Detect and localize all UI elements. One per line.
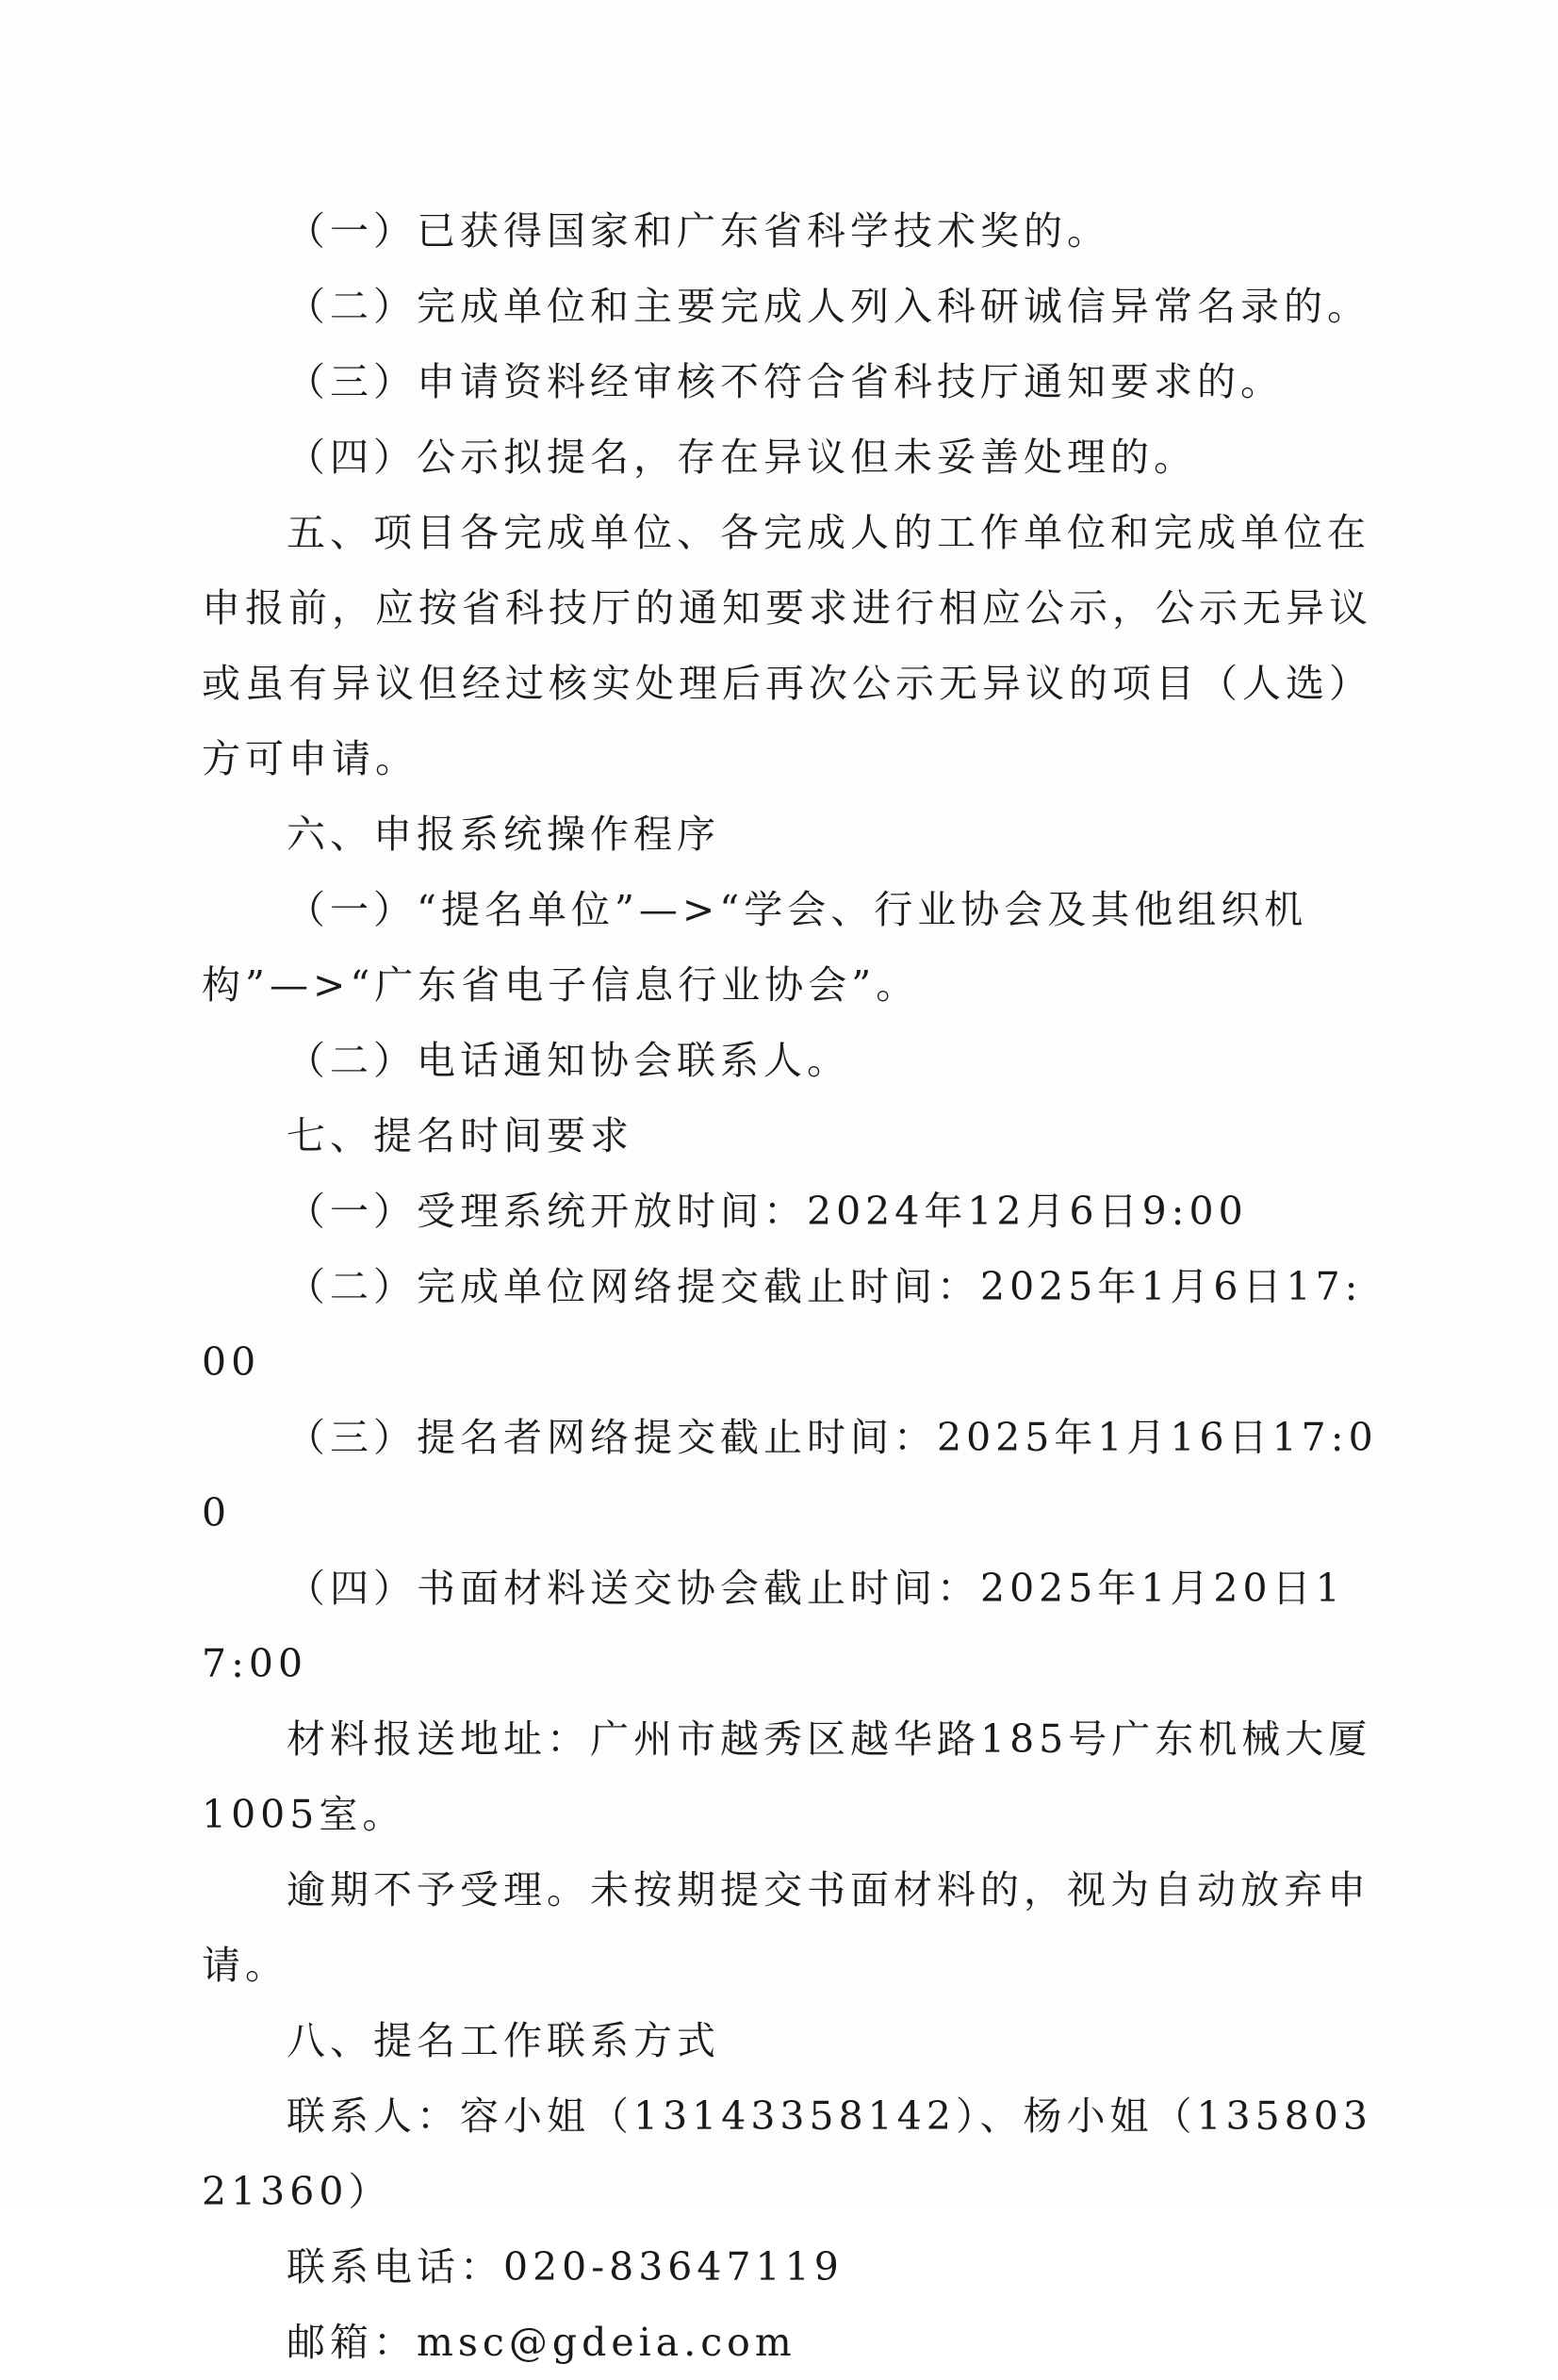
item-exclusion-2: （二）完成单位和主要完成人列入科研诚信异常名录的。 (287, 284, 1370, 329)
section-6-heading: 六、申报系统操作程序 (287, 812, 720, 857)
item-exclusion-4: （四）公示拟提名，存在异议但未妥善处理的。 (287, 435, 1197, 480)
contact-persons: 联系人：容小姐（13143358142）、杨小姐（13580321360） (202, 2093, 1372, 2214)
section-7-item-1: （一）受理系统开放时间：2024年12月6日9:00 (287, 1189, 1248, 1234)
section-8-heading: 八、提名工作联系方式 (287, 2018, 720, 2063)
item-exclusion-1: （一）已获得国家和广东省科学技术奖的。 (287, 208, 1110, 254)
section-7-heading: 七、提名时间要求 (287, 1113, 633, 1158)
document-body (202, 193, 1391, 2380)
contact-phone: 联系电话：020-83647119 (287, 2244, 844, 2290)
section-7-item-2: （二）完成单位网络提交截止时间：2025年1月6日17:00 (202, 1264, 1363, 1385)
section-6-item-1: （一）“提名单位”—>“学会、行业协会及其他组织机构”—>“广东省电子信息行业协会”。 (202, 887, 1308, 1008)
section-7-item-4: （四）书面材料送交协会截止时间：2025年1月20日17:00 (202, 1566, 1345, 1686)
contact-email: 邮箱：msc@gdeia.com (287, 2320, 796, 2365)
section-5-publicity: 五、项目各完成单位、各完成人的工作单位和完成单位在申报前，应按省科技厅的通知要求进行相应公示，公示无异议或虽有异议但经过核实处理后再次公示无异议的项目（人选）方可申请。 (202, 510, 1372, 781)
delivery-address: 材料报送地址：广州市越秀区越华路185号广东机械大厦1005室。 (202, 1716, 1372, 1837)
item-exclusion-3: （三）申请资料经审核不符合省科技厅通知要求的。 (287, 359, 1284, 404)
section-6-item-2: （二）电话通知协会联系人。 (287, 1038, 850, 1083)
section-7-item-3: （三）提名者网络提交截止时间：2025年1月16日17:00 (202, 1415, 1378, 1535)
late-notice: 逾期不予受理。未按期提交书面材料的，视为自动放弃申请。 (202, 1867, 1370, 1988)
